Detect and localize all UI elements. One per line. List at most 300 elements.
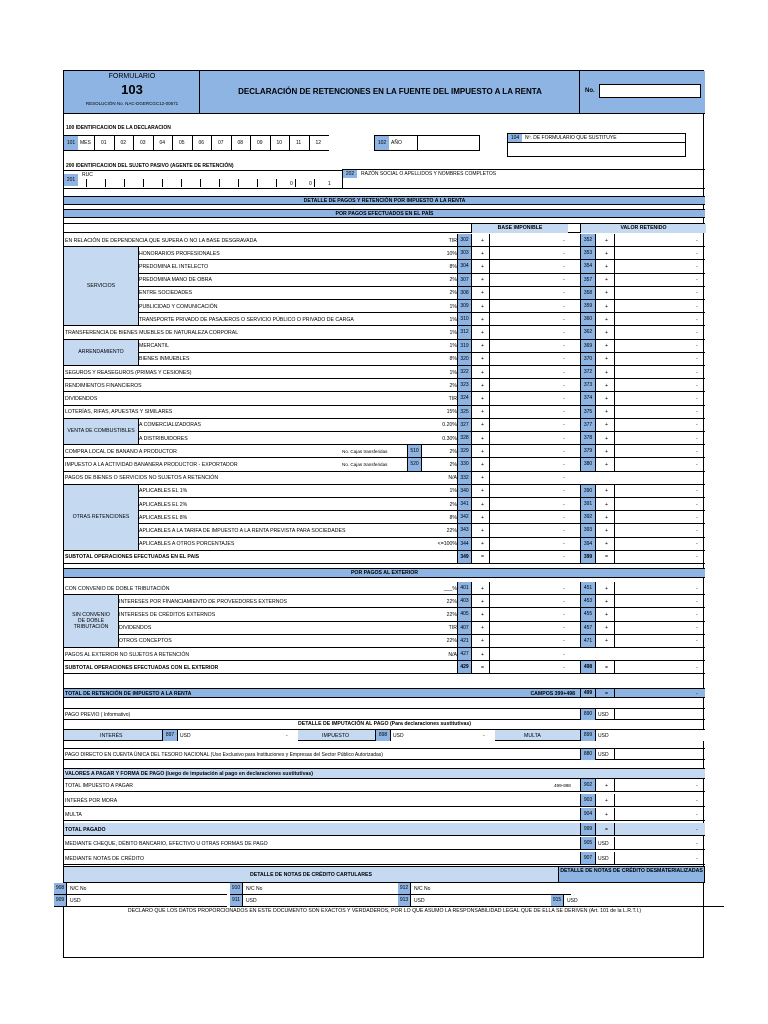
valor-retenido-input[interactable] xyxy=(614,392,705,404)
code-392: 392 xyxy=(580,511,596,523)
exterior-title: POR PAGOS AL EXTERIOR xyxy=(64,568,705,578)
code-457: 457 xyxy=(580,622,596,634)
row-percent: 1% xyxy=(449,316,457,323)
code-394: 394 xyxy=(580,538,596,550)
base-imponible-input[interactable] xyxy=(489,635,567,647)
nc-label: USD xyxy=(567,897,578,904)
detail-row xyxy=(64,511,705,524)
nc-915-input[interactable] xyxy=(551,895,724,907)
detail-row xyxy=(64,234,705,247)
code-905: 905 xyxy=(580,837,596,849)
base-imponible-input[interactable] xyxy=(489,582,567,594)
valor-retenido-input[interactable] xyxy=(614,234,705,246)
code-510: 510 xyxy=(407,445,422,457)
valor-retenido-input[interactable] xyxy=(614,511,705,523)
valor-retenido-input[interactable] xyxy=(614,366,705,378)
row-percent: 22% xyxy=(446,638,457,645)
usd-label: USD xyxy=(598,855,609,862)
identification-section-label: 100 IDENTIFICACION DE LA DECLARACION xyxy=(66,125,171,131)
valor-retenido-input[interactable] xyxy=(614,313,705,325)
base-imponible-input[interactable] xyxy=(489,648,567,660)
code-453: 453 xyxy=(580,595,596,607)
nc-912-input[interactable] xyxy=(398,883,571,895)
row-percent: 1% xyxy=(449,488,457,495)
detail-row xyxy=(64,432,705,445)
row-label: INTERESES DE CRÉDITOS EXTERNOS xyxy=(119,611,216,618)
month-label: 03 xyxy=(140,140,146,146)
sign-symbol: + xyxy=(481,263,485,270)
code-303: 303 xyxy=(457,247,472,259)
month-cell-10[interactable] xyxy=(270,136,290,150)
group-cell: SIN CONVENIO DE DOBLE TRIBUTACIÓN xyxy=(64,595,119,648)
code-897: 897 xyxy=(162,730,178,741)
row-percent: TIR xyxy=(448,625,457,632)
row-percent: TIR xyxy=(448,395,457,402)
month-cell-11[interactable] xyxy=(289,136,309,150)
detalle-title: DETALLE DE PAGOS Y RETENCIÓN POR IMPUESTO A LA RENTA xyxy=(64,196,705,205)
code-915: 915 xyxy=(551,895,564,906)
base-value: - xyxy=(563,448,565,455)
code-910: 910 xyxy=(230,883,243,894)
valor-retenido-input[interactable] xyxy=(614,419,705,431)
base-value: - xyxy=(563,541,565,548)
code-902: 902 xyxy=(580,779,596,791)
row-label: SUBTOTAL OPERACIONES EFECTUADAS CON EL EXTERIOR xyxy=(65,664,219,671)
month-cell-02[interactable] xyxy=(114,136,134,150)
valor-retenido-input[interactable] xyxy=(614,406,705,418)
base-imponible-input[interactable] xyxy=(489,247,567,259)
valor-value: - xyxy=(696,395,698,402)
detail-row xyxy=(64,608,705,621)
row-label: APLICABLES EL 8% xyxy=(139,514,188,521)
month-cell-09[interactable] xyxy=(250,136,270,150)
nc-910-input[interactable] xyxy=(230,883,403,895)
base-imponible-input[interactable] xyxy=(489,274,567,286)
row-extra-label: No. Cajas transferidas xyxy=(342,461,388,467)
code-880: 880 xyxy=(580,749,596,760)
row-label: INTERÉS POR MORA xyxy=(65,797,118,804)
base-value: - xyxy=(563,382,565,389)
sign-symbol: + xyxy=(605,290,609,297)
sign-symbol: + xyxy=(481,329,485,336)
valor-value: - xyxy=(696,382,698,389)
month-cell-05[interactable] xyxy=(172,136,192,150)
row-label: MULTA xyxy=(65,812,82,819)
sign-symbol: + xyxy=(481,382,485,389)
month-cell-01[interactable] xyxy=(94,136,114,150)
sign-symbol: = xyxy=(605,664,609,671)
interes-input[interactable] xyxy=(178,730,298,741)
valor-value: - xyxy=(696,638,698,645)
row-percent: 1% xyxy=(449,303,457,310)
base-imponible-input[interactable] xyxy=(489,313,567,325)
code-309: 309 xyxy=(457,300,472,312)
valor-retenido-input[interactable] xyxy=(614,353,705,365)
pay-value: - xyxy=(696,841,698,848)
code-102: 102 xyxy=(375,136,389,150)
sign-symbol: + xyxy=(605,638,609,645)
valor-retenido-input[interactable] xyxy=(614,379,705,391)
base-imponible-input[interactable] xyxy=(489,326,567,338)
detail-row xyxy=(64,260,705,273)
base-imponible-input[interactable] xyxy=(489,260,567,272)
valor-retenido-input[interactable] xyxy=(614,661,705,673)
form-103 xyxy=(55,70,704,958)
extra-input[interactable] xyxy=(422,445,457,457)
usd-label: USD xyxy=(598,841,609,848)
sign-symbol: + xyxy=(481,303,485,310)
code-393: 393 xyxy=(580,524,596,536)
base-imponible-input[interactable] xyxy=(489,622,567,634)
detail-row xyxy=(64,274,705,287)
ruc-digit-separator xyxy=(238,179,239,187)
col-base-header: BASE IMPONIBLE xyxy=(471,224,568,233)
sign-symbol: + xyxy=(481,461,485,468)
code-362: 362 xyxy=(580,326,596,338)
base-imponible-input[interactable] xyxy=(489,366,567,378)
row-label: EN RELACIÓN DE DEPENDENCIA QUE SUPERA O NO LA BASE DESGRAVADA xyxy=(65,237,257,244)
row-percent: 1% xyxy=(449,329,457,336)
code-904: 904 xyxy=(580,808,596,820)
total-value: - xyxy=(696,691,698,698)
pay-input[interactable] xyxy=(614,852,706,864)
detail-row xyxy=(64,406,705,419)
base-imponible-input[interactable] xyxy=(489,608,567,620)
row-percent: 2% xyxy=(449,290,457,297)
valor-value: - xyxy=(696,448,698,455)
sign-symbol: + xyxy=(605,448,609,455)
base-imponible-input[interactable] xyxy=(489,551,567,563)
valor-retenido-input[interactable] xyxy=(614,538,705,550)
number-box xyxy=(580,71,705,113)
nc-911-input[interactable] xyxy=(230,895,403,907)
month-label: 08 xyxy=(237,140,244,146)
form-title: DECLARACIÓN DE RETENCIONES EN LA FUENTE DEL IMPUESTO A LA RENTA xyxy=(238,87,542,96)
valor-retenido-input[interactable] xyxy=(614,247,705,259)
ruc-digit-separator xyxy=(276,179,277,187)
valor-retenido-input[interactable] xyxy=(614,445,705,457)
group-cell: SERVICIOS xyxy=(64,247,139,326)
detail-row xyxy=(64,379,705,392)
code-375: 375 xyxy=(580,406,596,418)
valor-value: - xyxy=(696,277,698,284)
row-label: MEDIANTE NOTAS DE CRÉDITO xyxy=(65,855,145,862)
anio-input[interactable] xyxy=(417,136,480,150)
code-322: 322 xyxy=(457,366,472,378)
base-imponible-input[interactable] xyxy=(489,524,567,536)
sign-symbol: + xyxy=(605,625,609,632)
code-403: 403 xyxy=(457,595,472,607)
mediante-notas-row xyxy=(64,852,705,865)
razon-social-box xyxy=(342,169,705,188)
code-455: 455 xyxy=(580,608,596,620)
valor-value: - xyxy=(696,409,698,416)
base-imponible-input[interactable] xyxy=(489,287,567,299)
sign-symbol: + xyxy=(605,435,609,442)
row-percent: 1% xyxy=(449,343,457,350)
code-342: 342 xyxy=(457,511,472,523)
total-retencion-label: TOTAL DE RETENCIÓN DE IMPUESTO A LA RENTA xyxy=(65,691,192,698)
nc-908-input[interactable] xyxy=(54,883,227,895)
valor-value: - xyxy=(696,664,698,671)
code-399: 399 xyxy=(580,551,596,563)
month-label: 01 xyxy=(101,140,107,146)
pay-input[interactable] xyxy=(614,837,706,849)
row-label: TRANSPORTE PRIVADO DE PASAJEROS O SERVICIO PÚBLICO O PRIVADO DE CARGA xyxy=(139,316,354,323)
ruc-input[interactable] xyxy=(78,177,340,188)
form-number-input[interactable] xyxy=(599,84,701,98)
sign-symbol: + xyxy=(481,501,485,508)
ruc-digit-separator xyxy=(219,179,220,187)
sign-symbol: + xyxy=(605,461,609,468)
detail-row xyxy=(64,524,705,537)
detail-row xyxy=(64,287,705,300)
code-343: 343 xyxy=(457,524,472,536)
valor-value: - xyxy=(696,488,698,495)
base-value: - xyxy=(563,277,565,284)
detail-row xyxy=(64,366,705,379)
month-label: 09 xyxy=(257,140,263,146)
sign-symbol: + xyxy=(481,598,485,605)
sign-symbol: + xyxy=(481,316,485,323)
row-label: SEGUROS Y REASEGUROS (PRIMAS Y CESIONES) xyxy=(65,369,192,376)
month-cell-03[interactable] xyxy=(133,136,153,150)
base-imponible-input[interactable] xyxy=(489,353,567,365)
valor-value: - xyxy=(696,356,698,363)
nc-913-input[interactable] xyxy=(398,895,571,907)
pay-input[interactable] xyxy=(614,808,706,820)
month-label: 11 xyxy=(296,140,302,146)
detail-row xyxy=(64,353,705,366)
code-101: 101 xyxy=(64,136,78,150)
valor-value: - xyxy=(696,501,698,508)
sign-symbol: + xyxy=(481,651,485,658)
razon-social-input[interactable] xyxy=(343,178,706,188)
pay-input[interactable] xyxy=(614,779,706,791)
sign-symbol: + xyxy=(481,585,485,592)
detail-row xyxy=(64,326,705,339)
row-percent: 0.20% xyxy=(442,422,457,429)
usd-label: USD xyxy=(393,733,404,740)
base-value: - xyxy=(563,651,565,658)
pay-value: - xyxy=(696,826,698,833)
base-value: - xyxy=(563,329,565,336)
base-imponible-input[interactable] xyxy=(489,392,567,404)
code-358: 358 xyxy=(580,287,596,299)
detail-row xyxy=(64,445,705,458)
valor-retenido-input[interactable] xyxy=(614,458,705,470)
base-imponible-input[interactable] xyxy=(489,379,567,391)
base-value: - xyxy=(563,514,565,521)
base-value: - xyxy=(563,527,565,534)
sign-symbol: = xyxy=(605,554,609,561)
valor-value: - xyxy=(696,611,698,618)
detail-row xyxy=(64,582,705,595)
row-label: HONORARIOS PROFESIONALES xyxy=(139,250,220,257)
row-label: LOTERÍAS, RIFAS, APUESTAS Y SIMILARES xyxy=(65,409,173,416)
valor-retenido-input[interactable] xyxy=(614,551,705,563)
pay-value: - xyxy=(696,783,698,790)
ruc-digit-separator xyxy=(295,179,296,187)
row-label: DIVIDENDOS xyxy=(65,395,98,402)
valor-value: - xyxy=(696,422,698,429)
base-imponible-input[interactable] xyxy=(489,538,567,550)
total-retencion-input[interactable] xyxy=(614,689,706,698)
base-imponible-input[interactable] xyxy=(489,419,567,431)
nc-909-input[interactable] xyxy=(54,895,227,907)
sign-symbol: + xyxy=(481,475,485,482)
base-imponible-input[interactable] xyxy=(489,661,567,673)
extra-input[interactable] xyxy=(422,458,457,470)
code-340: 340 xyxy=(457,485,472,497)
cartulares-title: DETALLE DE NOTAS DE CRÉDITO CARTULARES xyxy=(64,866,558,883)
base-imponible-input[interactable] xyxy=(489,445,567,457)
valor-retenido-input[interactable] xyxy=(614,260,705,272)
sign-symbol: + xyxy=(481,277,485,284)
row-label: OTROS CONCEPTOS xyxy=(119,638,172,645)
base-imponible-input[interactable] xyxy=(489,511,567,523)
code-353: 353 xyxy=(580,247,596,259)
base-value: - xyxy=(563,369,565,376)
sign-symbol: + xyxy=(605,316,609,323)
valor-retenido-input[interactable] xyxy=(614,326,705,338)
row-percent: 22% xyxy=(446,527,457,534)
base-imponible-input[interactable] xyxy=(489,595,567,607)
month-cell-04[interactable] xyxy=(153,136,173,150)
impuesto-input[interactable] xyxy=(391,730,495,741)
base-imponible-input[interactable] xyxy=(489,485,567,497)
multa-label: MULTA xyxy=(524,733,541,740)
base-imponible-input[interactable] xyxy=(489,300,567,312)
base-value: - xyxy=(563,343,565,350)
code-377: 377 xyxy=(580,419,596,431)
code-374: 374 xyxy=(580,392,596,404)
month-cell-07[interactable] xyxy=(211,136,231,150)
code-451: 451 xyxy=(580,582,596,594)
usd-input[interactable] xyxy=(614,749,706,760)
valor-retenido-input[interactable] xyxy=(614,432,705,444)
base-value: - xyxy=(563,638,565,645)
valor-value: - xyxy=(696,316,698,323)
row-label: PAGO DIRECTO EN CUENTA ÚNICA DEL TESORO NACIONAL (Uso Exclusivo para Instituciones y Empresas del Sector Público Autorizadas) xyxy=(65,752,383,759)
resolution-text: RESOLUCIÓN No. NAC-DGERCGC12-00671 xyxy=(85,101,179,106)
base-imponible-input[interactable] xyxy=(489,458,567,470)
month-cell-06[interactable] xyxy=(192,136,212,150)
row-percent: 1% xyxy=(449,369,457,376)
row-label: COMPRA LOCAL DE BANANO A PRODUCTOR xyxy=(65,448,177,455)
nc-label: USD xyxy=(246,897,257,904)
sign-symbol: + xyxy=(481,638,485,645)
base-value: - xyxy=(563,290,565,297)
valor-value: - xyxy=(696,369,698,376)
code-330: 330 xyxy=(457,458,472,470)
imputacion-title: DETALLE DE IMPUTACIÓN AL PAGO (Para declaraciones sustitutivas) xyxy=(298,721,471,728)
sign-symbol: + xyxy=(605,369,609,376)
row-label: MEDIANTE CHEQUE, DÉBITO BANCARIO, EFECTIVO U OTRAS FORMAS DE PAGO xyxy=(65,841,268,848)
usd-input[interactable] xyxy=(614,709,706,720)
valor-retenido-input[interactable] xyxy=(614,274,705,286)
valor-retenido-input[interactable] xyxy=(614,498,705,510)
base-imponible-input[interactable] xyxy=(489,406,567,418)
month-cell-08[interactable] xyxy=(231,136,251,150)
sign-symbol: = xyxy=(481,664,485,671)
code-390: 390 xyxy=(580,485,596,497)
detail-row xyxy=(64,472,705,485)
pay-value: - xyxy=(696,812,698,819)
pay-value: - xyxy=(696,855,698,862)
base-imponible-input[interactable] xyxy=(489,432,567,444)
valor-retenido-input[interactable] xyxy=(614,485,705,497)
pay-value: - xyxy=(696,797,698,804)
code-202: 202 xyxy=(343,170,357,178)
row-label: TOTAL IMPUESTO A PAGAR xyxy=(65,783,134,790)
code-357: 357 xyxy=(580,274,596,286)
valor-retenido-input[interactable] xyxy=(614,524,705,536)
month-cell-12[interactable] xyxy=(309,136,329,150)
usd-label: USD xyxy=(180,733,191,740)
valor-retenido-input[interactable] xyxy=(614,608,705,620)
valor-retenido-input[interactable] xyxy=(614,635,705,647)
code-427: 427 xyxy=(457,648,472,660)
base-imponible-input[interactable] xyxy=(489,234,567,246)
valor-retenido-input[interactable] xyxy=(614,582,705,594)
pay-input[interactable] xyxy=(614,794,706,806)
base-imponible-input[interactable] xyxy=(489,498,567,510)
valor-retenido-input[interactable] xyxy=(614,340,705,352)
ruc-digit-separator xyxy=(124,179,125,187)
code-898: 898 xyxy=(375,730,391,741)
base-imponible-input[interactable] xyxy=(489,472,567,484)
month-label: 10 xyxy=(276,140,283,146)
code-391: 391 xyxy=(580,498,596,510)
code-407: 407 xyxy=(457,622,472,634)
base-value: - xyxy=(563,501,565,508)
code-332: 332 xyxy=(457,472,472,484)
row-percent: 2% xyxy=(449,448,457,455)
mediante-cheque-row xyxy=(64,837,705,850)
base-value: - xyxy=(563,409,565,416)
sign-symbol: + xyxy=(605,527,609,534)
month-label: 05 xyxy=(179,140,185,146)
razon-social-label: RAZÓN SOCIAL O APELLIDOS Y NOMBRES COMPLETOS xyxy=(361,171,497,177)
code-329: 329 xyxy=(457,445,472,457)
pay-input[interactable] xyxy=(614,823,706,835)
base-imponible-input[interactable] xyxy=(489,340,567,352)
row-extra-label: No. Cajas transferidas xyxy=(342,448,388,454)
code-909: 909 xyxy=(54,895,67,906)
code-373: 373 xyxy=(580,379,596,391)
valor-value: - xyxy=(696,598,698,605)
sign-symbol: + xyxy=(481,290,485,297)
sustituye-input[interactable] xyxy=(508,142,685,157)
detail-row xyxy=(64,498,705,511)
sign-symbol: + xyxy=(605,598,609,605)
ruc-digit-separator xyxy=(86,179,87,187)
row-percent: 8% xyxy=(449,263,457,270)
impuesto-label: IMPUESTO xyxy=(322,733,349,740)
valor-retenido-input[interactable] xyxy=(614,300,705,312)
code-308: 308 xyxy=(457,287,472,299)
code-359: 359 xyxy=(580,300,596,312)
valor-value: - xyxy=(696,263,698,270)
row-reference: 499-898 xyxy=(554,783,571,789)
multa-input[interactable] xyxy=(596,730,705,741)
sign-symbol: + xyxy=(605,277,609,284)
valor-retenido-input[interactable] xyxy=(614,622,705,634)
valor-retenido-input[interactable] xyxy=(614,287,705,299)
subtotal-exterior-row xyxy=(64,661,705,674)
valor-retenido-input[interactable] xyxy=(614,595,705,607)
